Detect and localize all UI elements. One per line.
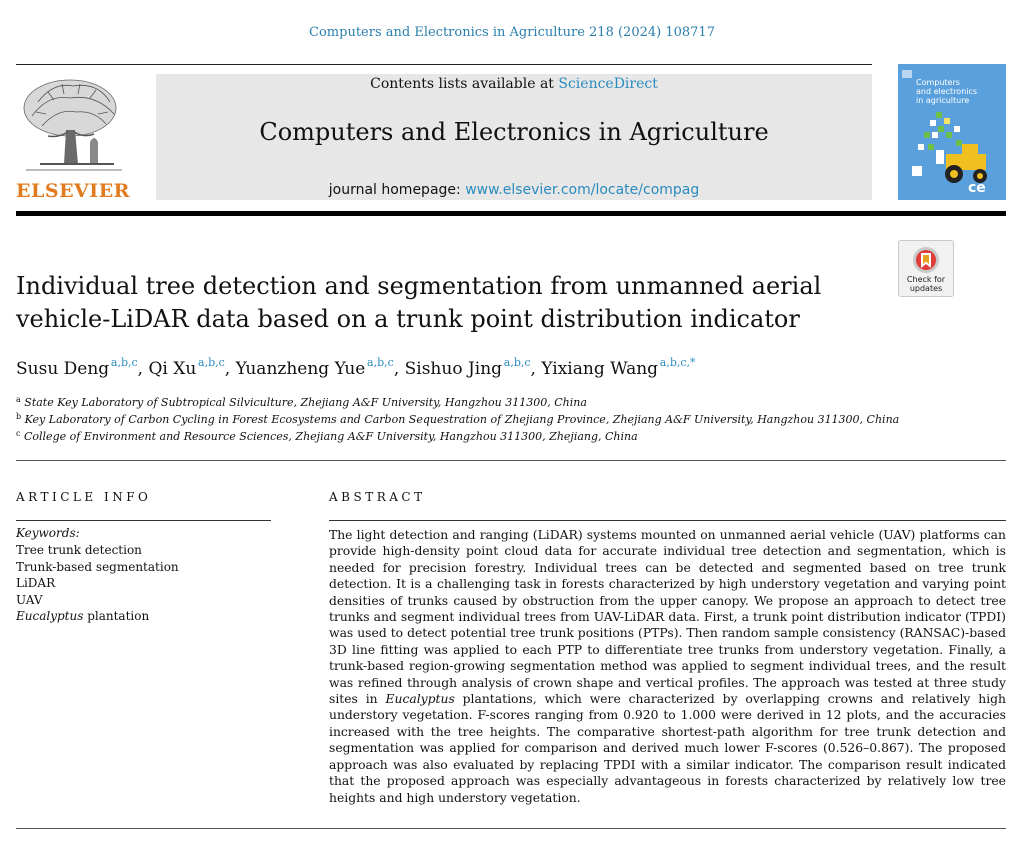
journal-reference[interactable]: Computers and Electronics in Agriculture 218 (2024) 108717 bbox=[309, 25, 715, 40]
author-affiliation-marks[interactable]: a,b,c bbox=[367, 356, 394, 369]
abstract-bottom-rule bbox=[16, 828, 1006, 829]
check-for-updates-label: Check for updates bbox=[906, 275, 946, 293]
elsevier-logo[interactable] bbox=[16, 72, 130, 202]
abstract-heading: ABSTRACT bbox=[329, 490, 426, 504]
cover-logo-icon bbox=[902, 70, 912, 78]
cover-tractor-icon bbox=[906, 104, 998, 196]
journal-homepage bbox=[156, 182, 872, 198]
journal-cover[interactable] bbox=[898, 64, 1006, 200]
author-affiliation-marks[interactable]: a,b,c bbox=[198, 356, 225, 369]
section-divider bbox=[16, 460, 1006, 461]
author-name[interactable]: Susu Deng bbox=[16, 359, 110, 379]
keyword: Tree trunk detection bbox=[16, 543, 142, 557]
homepage-prefix: journal homepage: bbox=[328, 182, 466, 198]
affiliation: $^c$ College of Environment and Resource Sciences, Zhejiang A&F University, Hangzhou 311300, Zhejiang, China bbox=[16, 429, 638, 443]
cover-title: Computers and electronics in agriculture bbox=[916, 78, 978, 105]
bookmark-icon bbox=[911, 246, 941, 276]
affiliation: $^a$ State Key Laboratory of Subtropical Silviculture, Zhejiang A&F University, Hangzhou 311300, China bbox=[16, 395, 587, 409]
article-info-rule bbox=[16, 520, 271, 521]
author-affiliation-marks[interactable]: a,b,c bbox=[110, 356, 138, 369]
contents-line bbox=[156, 76, 872, 92]
abstract-rule bbox=[329, 520, 1006, 521]
article-title: Individual tree detection and segmentation from unmanned aerial vehicle-LiDAR data based on a trunk point distribution indicator bbox=[16, 272, 822, 333]
author-name[interactable]: Yuanzheng Yue bbox=[235, 359, 366, 379]
author-name[interactable]: Sishuo Jing bbox=[404, 359, 503, 379]
keyword: Eucalyptus plantation bbox=[16, 609, 150, 623]
author-list: Susu Deng $^{a,b,c}$, Qi Xu $^{a,b,c}$, Yuanzheng Yue $^{a,b,c}$, Sishuo Jing $^{a,b,c}$, Yixiang Wang $^{a,b,c,*}$ bbox=[16, 356, 696, 379]
header-bottom-rule bbox=[16, 211, 1006, 216]
header-divider bbox=[16, 64, 872, 65]
elsevier-wordmark: ELSEVIER bbox=[16, 180, 130, 202]
contents-prefix: Contents lists available at bbox=[370, 76, 559, 92]
keywords-label: Keywords: bbox=[16, 526, 80, 540]
svg-text:ce: ce bbox=[968, 180, 986, 196]
author-name[interactable]: Qi Xu bbox=[148, 359, 197, 379]
author-affiliation-marks[interactable]: a,b,c,* bbox=[659, 356, 696, 369]
journal-title: Computers and Electronics in Agriculture bbox=[259, 118, 769, 146]
sciencedirect-link[interactable]: ScienceDirect bbox=[558, 76, 658, 92]
abstract-text: The light detection and ranging (LiDAR) systems mounted on unmanned aerial vehicle (UAV) platforms can provide high-density point cloud data for accurate individual tree detection and segmentation, which is needed for precision forestry. Individual trees can be detected and segmented based on tree trunk detection. It is a challenging task in forests characterized by high understory vegetation and varying point densities of trunks caused by obstruction from the upper canopy. We propose an approach to detect tree trunks and segment individual trees from UAV-LiDAR data. First, a trunk point distribution indicator (TPDI) was used to detect potential tree trunk positions (PTPs). Then random sample consistency (RANSAC)-based 3D line fitting was applied to each PTP to differentiate tree trunks from understory vegetation. Finally, a trunk-based region-growing segmentation method was applied to segment individual trees, and the result was refined through analysis of crown shape and vertical profiles. The approach was tested at three study sites in Eucalyptus plantations, which were characterized by overlapping crowns and relatively high understory vegetation. F-scores ranging from 0.920 to 1.000 were derived in 12 plots, and the accuracies increased with the tree heights. The comparative shortest-path algorithm for tree trunk detection and segmentation was applied for comparison and derived much lower F-scores (0.526–0.867). The proposed approach was also evaluated by replacing TPDI with a similar indicator. The comparison result indicated that the proposed approach was especially advantageous in forests characterized by relatively low tree heights and high understory vegetation. bbox=[329, 528, 1006, 805]
keyword-list bbox=[16, 542, 179, 625]
keyword: LiDAR bbox=[16, 576, 56, 590]
author-name[interactable]: Yixiang Wang bbox=[541, 359, 659, 379]
article-info-heading: ARTICLE INFO bbox=[16, 490, 152, 504]
author-affiliation-marks[interactable]: a,b,c bbox=[503, 356, 531, 369]
homepage-link[interactable]: www.elsevier.com/locate/compag bbox=[465, 182, 700, 198]
elsevier-tree-icon bbox=[18, 72, 128, 176]
keyword: Trunk-based segmentation bbox=[16, 559, 179, 574]
keyword: UAV bbox=[16, 592, 43, 607]
affiliation: $^b$ Key Laboratory of Carbon Cycling in Forest Ecosystems and Carbon Sequestration of Zhejiang Province, Zhejiang A&F University, Hangzhou 311300, China bbox=[16, 412, 900, 426]
check-for-updates-button[interactable] bbox=[898, 240, 954, 297]
